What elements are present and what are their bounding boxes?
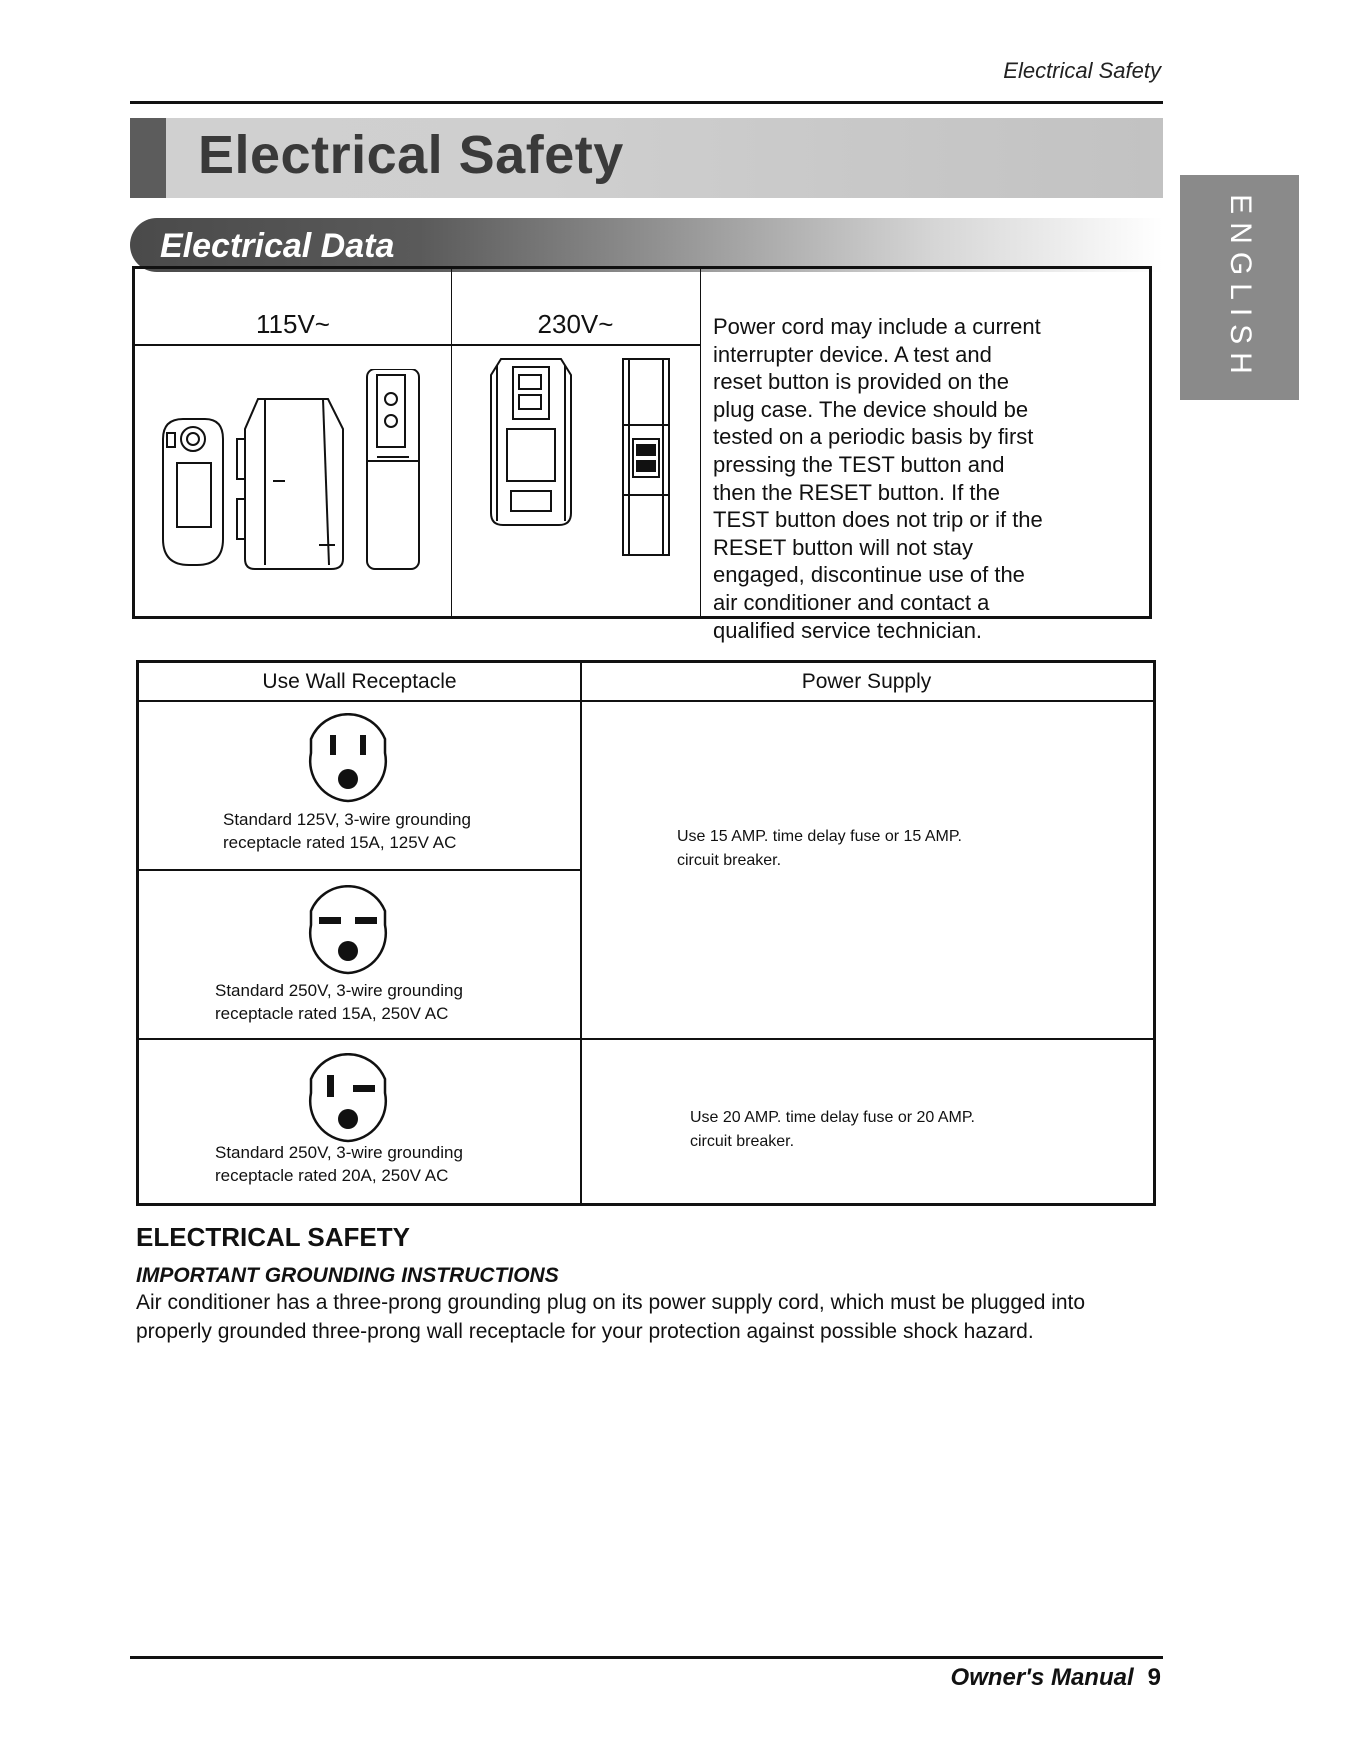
plug-230v-illustration [461, 345, 681, 565]
plug-table-divider-2 [700, 269, 701, 616]
header-115v: 115V~ [256, 309, 330, 339]
plug-table [132, 266, 1152, 643]
power-supply-15a [677, 825, 962, 873]
receptacle-caption-2 [215, 979, 463, 1025]
outlet-15a-125v-icon [303, 713, 393, 805]
plug-115v-illustration [153, 369, 433, 579]
receptacle-table-header-rule [139, 700, 1153, 702]
receptacle-caption-2-line2: receptacle rated 15A, 250V AC [215, 1004, 449, 1023]
language-tab [1180, 175, 1299, 400]
receptacle-table [136, 660, 1156, 1206]
page-title: Electrical Safety [198, 125, 624, 185]
grounding-instructions-body: Air conditioner has a three-prong grounding plug on its power supply cord, which must be plugged into properly grounded three-prong wall receptacle for your protection against possible shock hazard. [136, 1291, 1086, 1343]
power-supply-15a-line1: Use 15 AMP. time delay fuse or 15 AMP. [677, 828, 962, 845]
receptacle-row-rule-2 [139, 1038, 1153, 1040]
title-band [130, 118, 1163, 198]
title-band-accent [130, 118, 166, 198]
receptacle-caption-1 [223, 808, 471, 854]
power-supply-20a-line2: circuit breaker. [690, 1133, 795, 1150]
page-footer [951, 1664, 1161, 1692]
receptacle-caption-3 [215, 1141, 463, 1187]
header-power-supply: Power Supply [801, 670, 932, 693]
electrical-safety-heading: ELECTRICAL SAFETY [136, 1222, 410, 1252]
section-title: Electrical Data [160, 227, 395, 265]
grounding-instructions-heading: IMPORTANT GROUNDING INSTRUCTIONS [136, 1264, 559, 1287]
header-230v: 230V~ [537, 309, 614, 339]
page-number: 9 [1147, 1664, 1161, 1691]
bottom-rule [130, 1656, 1163, 1659]
receptacle-table-divider [580, 663, 582, 1203]
header-wall-receptacle: Use Wall Receptacle [262, 670, 457, 693]
receptacle-caption-3-line1: Standard 250V, 3-wire grounding [215, 1143, 463, 1162]
power-supply-20a [690, 1106, 975, 1154]
receptacle-row-rule-1 [139, 869, 580, 871]
language-tab-label: ENGLISH [1223, 193, 1257, 382]
receptacle-caption-1-line2: receptacle rated 15A, 125V AC [223, 833, 457, 852]
power-supply-15a-line2: circuit breaker. [677, 852, 782, 869]
footer-label: Owner's Manual [950, 1664, 1134, 1691]
outlet-20a-250v-icon [303, 1053, 393, 1145]
receptacle-caption-3-line2: receptacle rated 20A, 250V AC [215, 1166, 449, 1185]
top-rule [130, 101, 1163, 104]
interrupter-note: Power cord may include a current interrupter device. A test and reset button is provided on the plug case. The device should be tested on a periodic basis by first pressing the TEST button and then the RESET button. If the TEST button does not trip or if the RESET button will not stay engaged, discontinue use of the air conditioner and contact a qualified service technician. [713, 314, 1043, 643]
power-supply-20a-line1: Use 20 AMP. time delay fuse or 20 AMP. [690, 1109, 975, 1126]
running-head: Electrical Safety [1003, 58, 1161, 83]
receptacle-caption-1-line1: Standard 125V, 3-wire grounding [223, 810, 471, 829]
outlet-15a-250v-icon [303, 885, 393, 977]
subtitle-band [130, 218, 1163, 272]
receptacle-caption-2-line1: Standard 250V, 3-wire grounding [215, 981, 463, 1000]
